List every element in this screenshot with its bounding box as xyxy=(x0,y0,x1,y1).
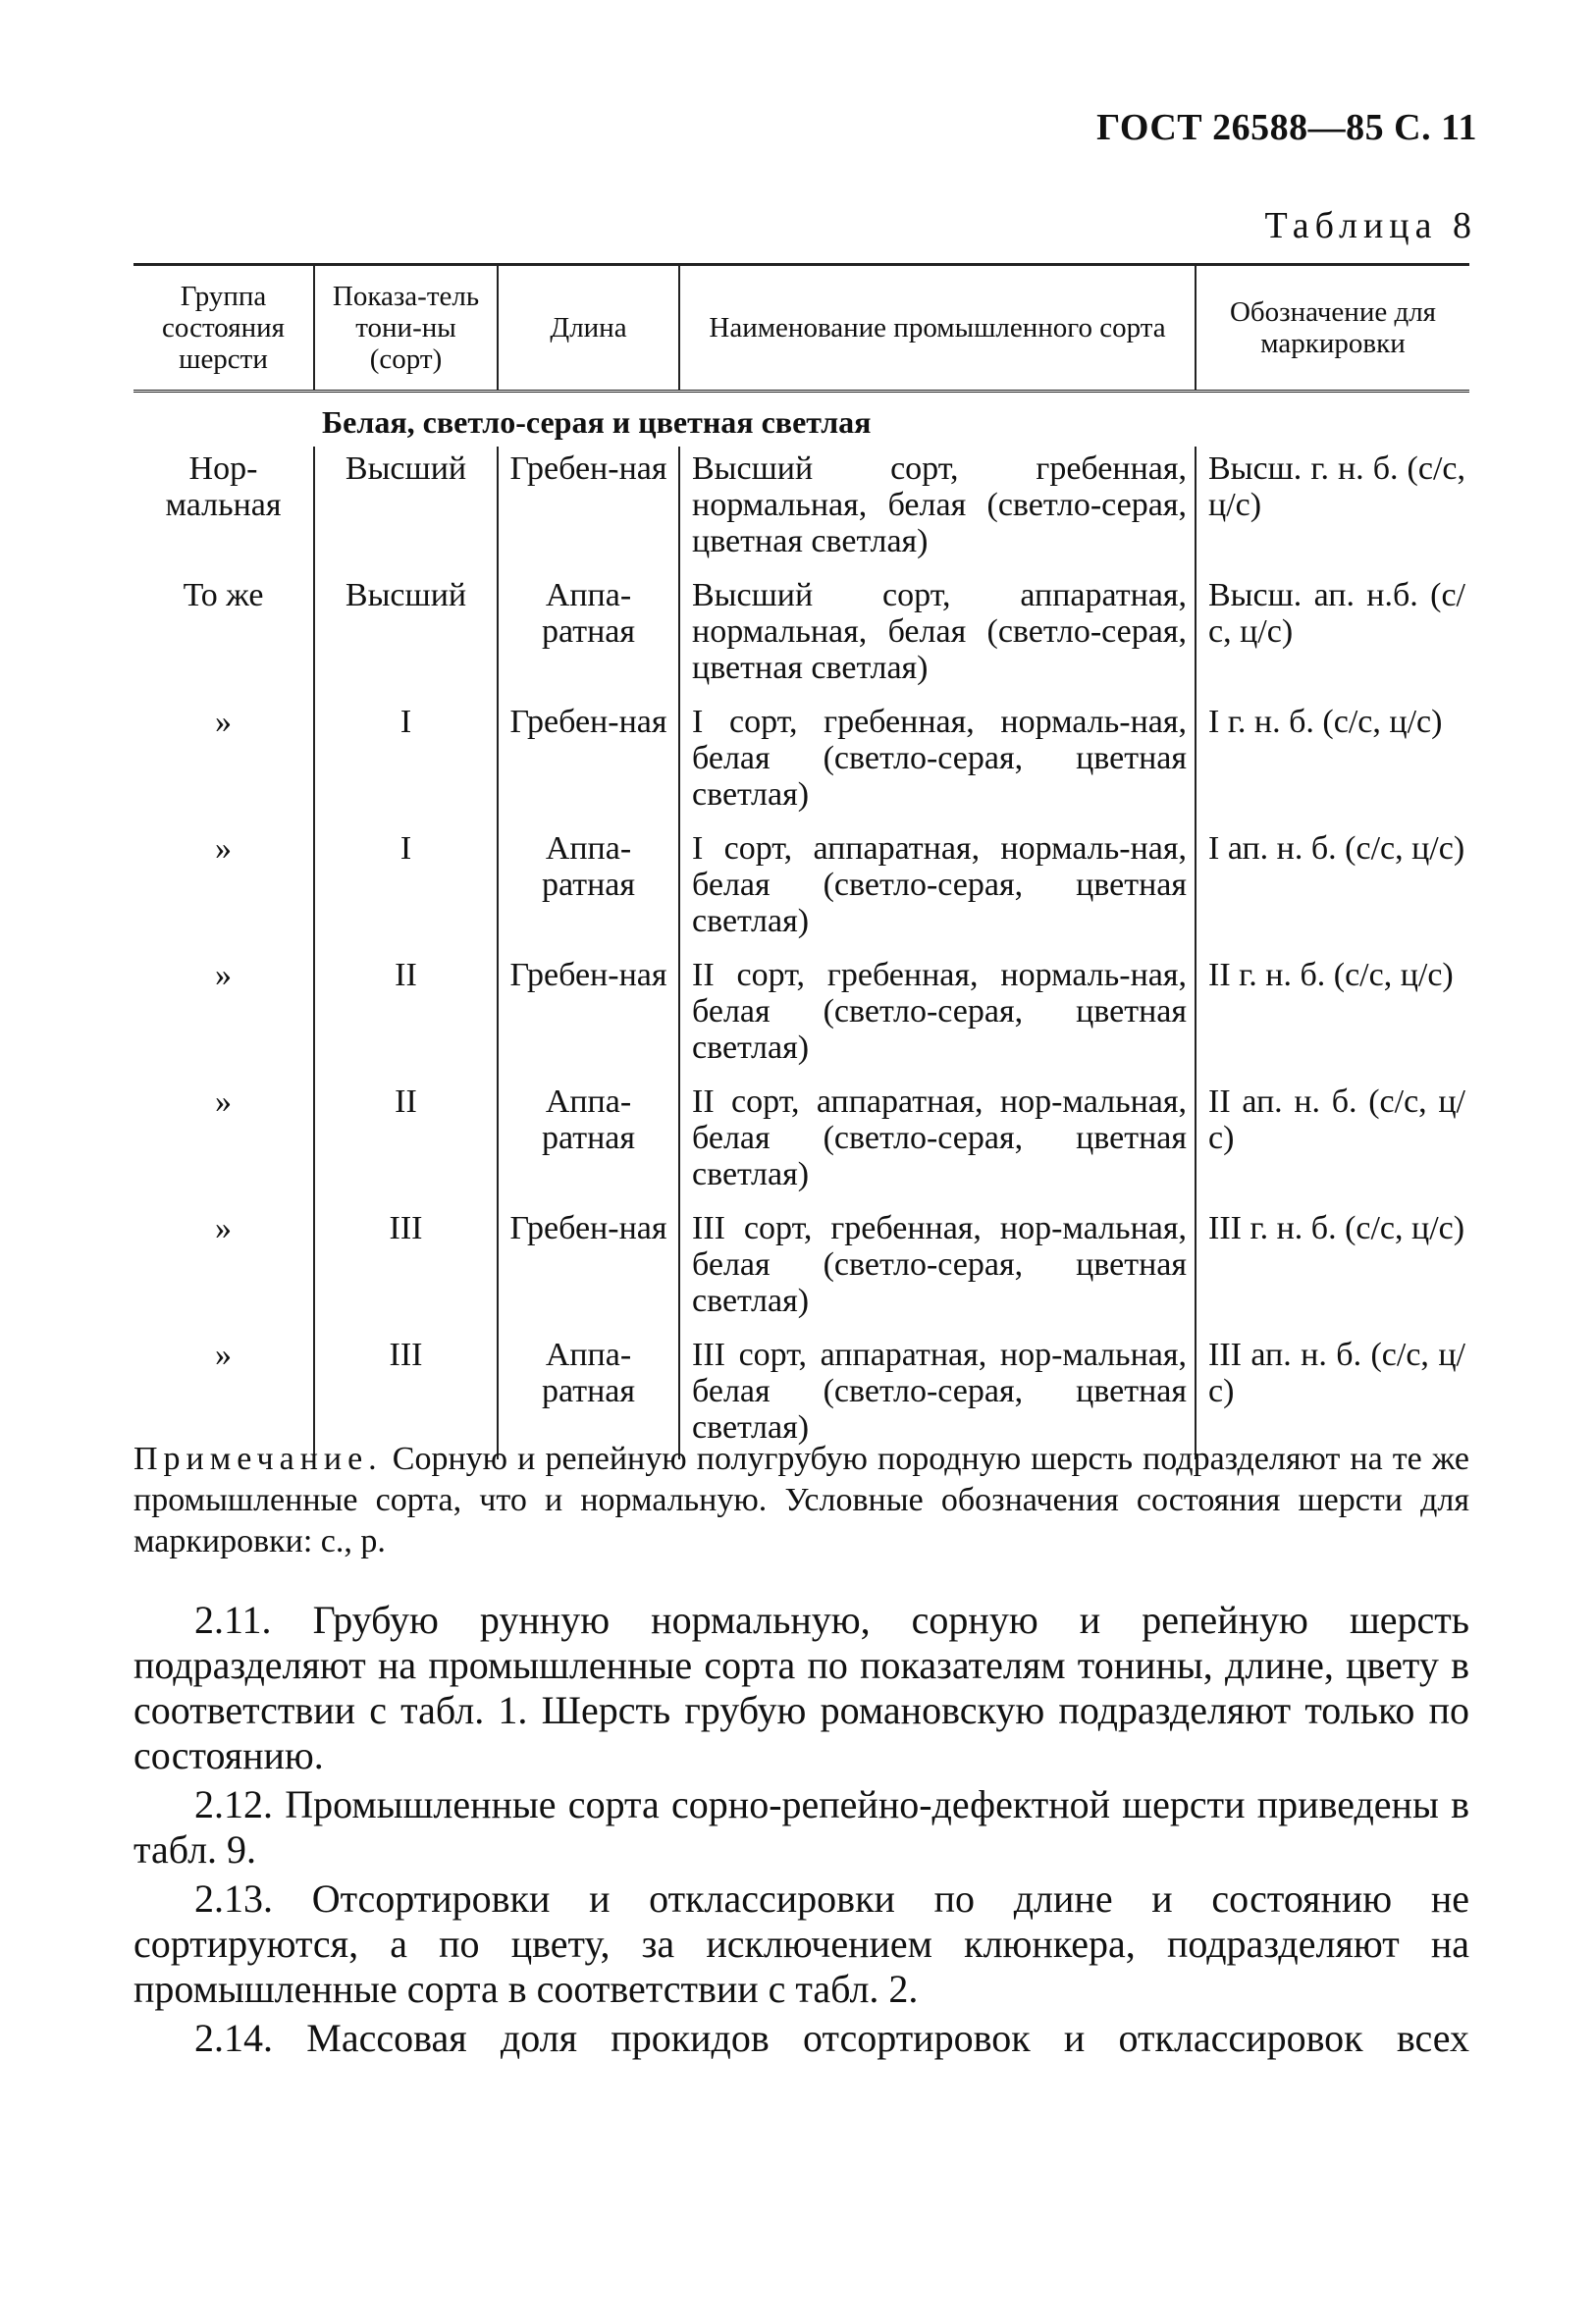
table-caption: Таблица 8 xyxy=(1264,205,1477,246)
cell-group: » xyxy=(215,1337,232,1373)
table-row xyxy=(133,447,1469,573)
paragraph: 2.13. Отсортировки и отклассировки по длине и состоянию не сортируются, а по цвету, за исключением клюнкера, подразделяют на промышленные сорта в соответствии с табл. 2. xyxy=(133,1876,1469,2011)
cell-length: Гребен-ная xyxy=(498,447,679,573)
cell-group: » xyxy=(215,957,232,993)
table-row xyxy=(133,826,1469,953)
cell-mark: I г. н. б. (с/с, ц/с) xyxy=(1196,700,1469,826)
cell-length: Аппа-ратная xyxy=(498,573,679,700)
cell-length: Аппа-ратная xyxy=(498,1333,679,1459)
cell-grade: Высший xyxy=(314,573,498,700)
note-text: Сорную и репейную полугрубую породную шерсть подразделяют на те же промышленные сорта, что и нормальную. Условные обозначения состояния шерсти для маркировки: с., р. xyxy=(133,1441,1469,1559)
cell-length: Гребен-ная xyxy=(498,700,679,826)
column-header: Длина xyxy=(498,265,679,392)
column-header: Обозначение для маркировки xyxy=(1196,265,1469,392)
cell-mark: III ап. н. б. (с/с, ц/с) xyxy=(1196,1333,1469,1459)
cell-mark: II г. н. б. (с/с, ц/с) xyxy=(1196,953,1469,1080)
cell-mark: II ап. н. б. (с/с, ц/с) xyxy=(1196,1080,1469,1206)
table-row xyxy=(133,1080,1469,1206)
cell-group: » xyxy=(215,704,232,740)
paragraph: 2.12. Промышленные сорта сорно-репейно-дефектной шерсти приведены в табл. 9. xyxy=(133,1782,1469,1872)
cell-name: II сорт, гребенная, нормаль-ная, белая (светло-серая, цветная светлая) xyxy=(679,953,1196,1080)
cell-name: II сорт, аппаратная, нор-мальная, белая (светло-серая, цветная светлая) xyxy=(679,1080,1196,1206)
table-row xyxy=(133,953,1469,1080)
body-text xyxy=(133,1598,1469,2065)
cell-mark: Высш. ап. н.б. (с/с, ц/с) xyxy=(1196,573,1469,700)
table-row xyxy=(133,1206,1469,1333)
cell-grade: II xyxy=(314,953,498,1080)
column-header: Группа состояния шерсти xyxy=(162,281,285,375)
cell-grade: I xyxy=(314,826,498,953)
cell-group: » xyxy=(215,1210,232,1246)
section-title: Белая, светло-серая и цветная светлая xyxy=(322,404,872,440)
cell-grade: III xyxy=(314,1333,498,1459)
page-header: ГОСТ 26588—85 С. 11 xyxy=(1096,107,1477,148)
cell-group: » xyxy=(215,830,232,867)
paragraph: 2.11. Грубую рунную нормальную, сорную и репейную шерсть подразделяют на промышленные сорта по показателям тонины, длине, цвету в соответствии с табл. 1. Шерсть грубую романовскую подразделяют только по состоянию. xyxy=(133,1598,1469,1777)
table-note xyxy=(133,1439,1469,1562)
cell-grade: I xyxy=(314,700,498,826)
cell-mark: Высш. г. н. б. (с/с, ц/с) xyxy=(1196,447,1469,573)
cell-grade: II xyxy=(314,1080,498,1206)
grades-table xyxy=(133,263,1469,1459)
cell-group: » xyxy=(215,1083,232,1120)
table-8 xyxy=(133,263,1469,1459)
cell-grade: III xyxy=(314,1206,498,1333)
cell-length: Гребен-ная xyxy=(498,953,679,1080)
table-header-row xyxy=(133,265,1469,392)
cell-name: Высший сорт, аппаратная, нормальная, белая (светло-серая, цветная светлая) xyxy=(679,573,1196,700)
cell-name: I сорт, гребенная, нормаль-ная, белая (светло-серая, цветная светлая) xyxy=(679,700,1196,826)
cell-name: Высший сорт, гребенная, нормальная, белая (светло-серая, цветная светлая) xyxy=(679,447,1196,573)
column-header: Показа-тель тони-ны (сорт) xyxy=(314,265,498,392)
paragraph: 2.14. Массовая доля прокидов отсортировок и отклассировок всех xyxy=(194,2016,1469,2060)
cell-name: III сорт, гребенная, нор-мальная, белая (светло-серая, цветная светлая) xyxy=(679,1206,1196,1333)
cell-name: III сорт, аппаратная, нор-мальная, белая (светло-серая, цветная светлая) xyxy=(679,1333,1196,1459)
cell-length: Аппа-ратная xyxy=(498,1080,679,1206)
cell-length: Гребен-ная xyxy=(498,1206,679,1333)
column-header: Наименование промышленного сорта xyxy=(679,265,1196,392)
cell-group: Нор-мальная xyxy=(165,450,282,523)
section-row xyxy=(133,392,1469,448)
cell-grade: Высший xyxy=(314,447,498,573)
table-row xyxy=(133,573,1469,700)
cell-group: То же xyxy=(183,577,264,613)
table-row xyxy=(133,700,1469,826)
cell-name: I сорт, аппаратная, нормаль-ная, белая (светло-серая, цветная светлая) xyxy=(679,826,1196,953)
note-label: Примечание. xyxy=(133,1441,383,1477)
cell-mark: III г. н. б. (с/с, ц/с) xyxy=(1196,1206,1469,1333)
cell-mark: I ап. н. б. (с/с, ц/с) xyxy=(1196,826,1469,953)
cell-length: Аппа-ратная xyxy=(498,826,679,953)
